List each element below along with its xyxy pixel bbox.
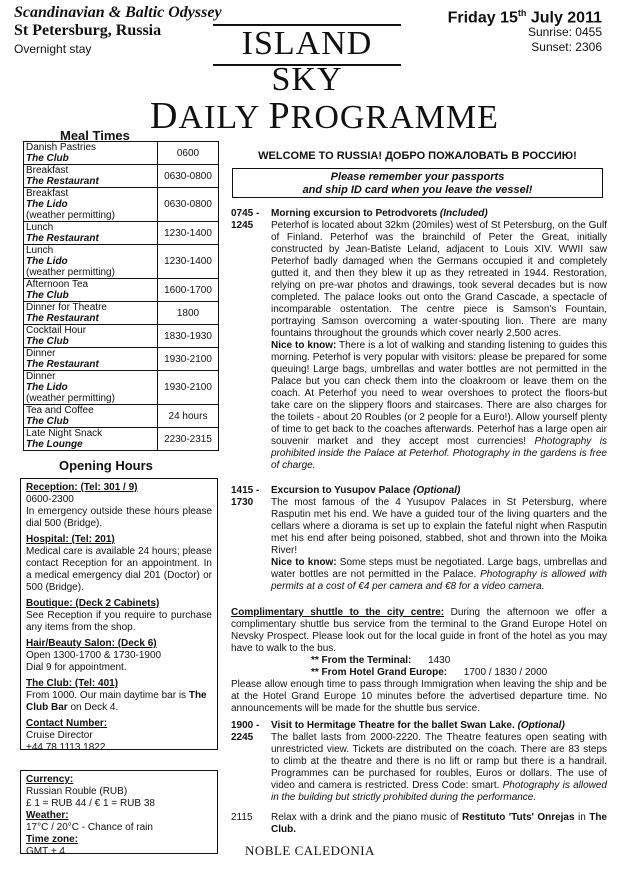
meal-row (24, 302, 219, 325)
header-right (448, 6, 602, 55)
island-sky-logo: ISLAND SKY (213, 24, 401, 66)
meal-cell: Breakfast The Restaurant (24, 165, 158, 188)
weather-heading: Weather: (26, 810, 69, 821)
meal-row (24, 142, 219, 165)
meal-times-table (23, 141, 219, 451)
meal-time-cell: 1600-1700 (158, 279, 219, 302)
timezone-heading: Time zone: (26, 834, 79, 845)
meal-time-cell: 1930-2100 (158, 371, 219, 405)
header-left (14, 4, 222, 58)
meal-cell: Dinner for Theatre The Restaurant (24, 302, 158, 325)
meal-time-cell: 24 hours (158, 405, 219, 428)
sunrise: Sunrise: 0455 (527, 25, 602, 40)
meal-cell: Cocktail Hour The Club (24, 325, 158, 348)
meal-time-cell: 1930-2100 (158, 348, 219, 371)
event-piano: 2115 Relax with a drink and the piano music of Restituto 'Tuts' Onrejas in The Club. (231, 812, 607, 835)
salon-section: Hair/Beauty Salon: (Deck 6) Open 1300-1700 & 1730-1900 Dial 9 for appointment. (26, 638, 162, 673)
meal-row (24, 188, 219, 222)
hospital-section: Hospital: (Tel: 201) Medical care is available 24 hours; please contact Reception for an appointment. In a medical emergency dial 201 (Doctor) or 500 (Bridge). (26, 534, 212, 593)
meal-cell: Afternoon Tea The Club (24, 279, 158, 302)
meal-row (24, 371, 219, 405)
meal-row (24, 325, 219, 348)
stay-label: Overnight stay (14, 42, 92, 56)
date: Friday 15th July 2011 (447, 8, 602, 27)
sunset: Sunset: 2306 (531, 40, 602, 55)
meal-row (24, 222, 219, 245)
meal-time-cell: 1230-1400 (158, 245, 219, 279)
meal-cell: Tea and Coffee The Club (24, 405, 158, 428)
meal-row (24, 279, 219, 302)
meal-cell: Dinner The Lido (weather permitting) (24, 371, 158, 405)
event-yusupov: 1415 - 1730 Excursion to Yusupov Palace (Optional) The most famous of the 4 Yusupov Palaces in St Petersburg, where Rasputin met his end. We have a guided tour of the living quarters and the cellars where a diorama is set up to explain the fateful night when Rasputin met his end after being poisoned, stabbed, shot and thrown into the Moika River! Nice to know: Some steps must be negotiated. Large bags, umbrellas and water bottles are not permitted in the Palace. Photography is allowed with permits at a cost of €4 per camera and €8 for a video camera. (231, 485, 607, 592)
currency-heading: Currency: (26, 774, 74, 785)
meal-time-cell: 2230-2315 (158, 428, 219, 451)
noble-caledonia-logo: NOBLE CALEDONIA (245, 843, 375, 858)
meal-cell: Lunch The Lido (weather permitting) (24, 245, 158, 279)
cruise-name: Scandinavian & Baltic Odyssey (14, 4, 222, 21)
meal-row (24, 348, 219, 371)
welcome-line: WELCOME TO RUSSIA! ДОБРО ПОЖАЛОВАТЬ В РОССИЮ! (258, 150, 577, 162)
meal-time-cell: 0630-0800 (158, 188, 219, 222)
meal-time-cell: 1230-1400 (158, 222, 219, 245)
opening-hours-box (20, 478, 218, 753)
opening-hours-heading: Opening Hours (59, 458, 153, 473)
meal-times-heading: Meal Times (60, 128, 130, 143)
meal-row (24, 405, 219, 428)
meal-cell: Lunch The Restaurant (24, 222, 158, 245)
meal-row (24, 428, 219, 451)
boutique-section: Boutique: (Deck 2 Cabinets) See Reception if you require to purchase any items from the shop. (26, 598, 212, 633)
meal-cell: Danish Pastries The Club (24, 142, 158, 165)
meal-time-cell: 0630-0800 (158, 165, 219, 188)
meal-time-cell: 1800 (158, 302, 219, 325)
event-hermitage: 1900 - 2245 Visit to Hermitage Theatre for the ballet Swan Lake. (Optional) The ballet lasts from 2000-2220. The Theatre features open seating with unrestricted view. Tickets are distributed on the coach. There are 83 steps to climb at the theatre and there is no lift or ramp but there is a handrail. Programmes can be purchased for roubles, Euros or dollars. The use of video and camera is restricted. Dress Code: smart. Photography is allowed in the building but strictly prohibited during the performance. (231, 720, 607, 803)
reception-section: Reception: (Tel: 301 / 9) 0600-2300 In emergency outside these hours please dial 500 (Bridge). (26, 482, 212, 529)
port-name: St Petersburg, Russia (14, 22, 162, 39)
shuttle-section: Complimentary shuttle to the city centre: During the afternoon we offer a complimentary shuttle bus service from the terminal to the Grand Europe Hotel on Nevsky Prospect. Please look out for the local guide in front of the hotel as you may have to walk to the bus. ** From the Terminal: 1430 ** From Hotel Grand Europe: 1700 / 1830 / 2000 Please allow enough time to pass through Immigration when leaving the ship and be at the Hotel Grand Europe 10 minutes before the advertised departure time. No announcements will be made for the shuttle bus service. (231, 607, 607, 714)
meal-cell: Dinner The Restaurant (24, 348, 158, 371)
event-petrodvorets: 0745 - 1245 Morning excursion to Petrodvorets (Included) Peterhof is located about 32km (20miles) west of St Petersburg, on the Gulf of Finland. Peterhof was the brainchild of Peter the Great, initially constructed by Jean-Batiste Leland, adjacent to Louis XIV. WWII saw Peterhof badly damaged when the Germans occupied it and completely gutted it, and then they blew it up as they retreated in 1944. Restoration, relying on pre-war photos and drawings, took several decades but is now completed. The palace looks out onto the Grand Cascade, a spectacle of incomparable ostentation. The centre piece is Samson's Fountain, portraying Samson overcoming a water-spouting lion. There are many fountains throughout the grounds which cover nearly 2,500 acres. Nice to know: There is a lot of walking and standing listening to guides this morning. Peterhof is very popular with visitors: please be prepared for some queuing! Large bags, umbrellas and water bottles are not permitted in the Palace but you can check them into the cloakroom or leave them on the coach. At Peterhof you need to wear overshoes to protect the floors-but take care on the slippery floors and staircases. There are also charges for the toilets - about 20 Roubles (or 2 people for a Euro!). Allow yourself plenty of time to get back to the coaches afterwards. Peterhof has a large open air souvenir market and they accept most currencies! Photography is prohibited inside the Palace at Peterhof. Photography in the gardens is free of charge. (231, 208, 607, 471)
meal-cell: Breakfast The Lido (weather permitting) (24, 188, 158, 222)
meal-row (24, 165, 219, 188)
passport-reminder-box: Please remember your passports and ship ID card when you leave the vessel! (232, 168, 603, 198)
meal-cell: Late Night Snack The Lounge (24, 428, 158, 451)
meal-row (24, 245, 219, 279)
club-section: The Club: (Tel: 401) From 1000. Our main daytime bar is The Club Bar on Deck 4. (26, 678, 207, 713)
page-title: DAILY PROGRAMME (150, 95, 499, 137)
info-box: Currency: Russian Rouble (RUB) £ 1 = RUB 44 / € 1 = RUB 38 Weather: 17°C / 20°C - Chance of rain Time zone: GMT + 4 (20, 770, 218, 854)
meal-time-cell: 0600 (158, 142, 219, 165)
contact-section: Contact Number: Cruise Director +44 78 1113 1822 (26, 718, 108, 753)
meal-time-cell: 1830-1930 (158, 325, 219, 348)
